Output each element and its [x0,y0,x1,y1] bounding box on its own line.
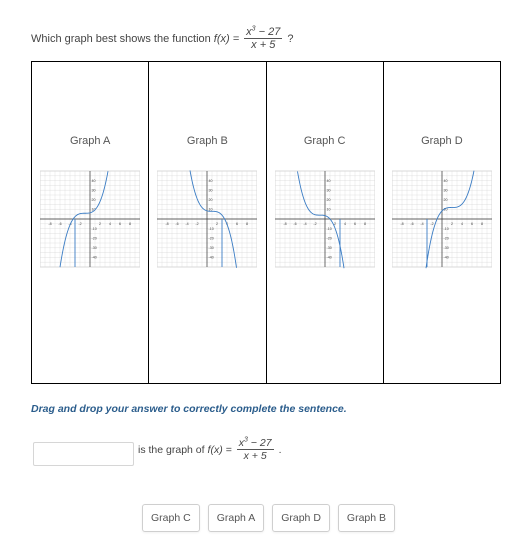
x-tick-label: 4 [109,222,111,226]
y-tick-label: 10 [91,207,96,212]
y-tick-label: -20 [443,236,449,241]
x-tick-label: 2 [99,222,101,226]
graph-cell-c [267,62,384,383]
y-tick-label: 40 [91,178,96,183]
x-tick-label: -2 [430,222,434,226]
x-tick-label: -2 [195,222,199,226]
y-tick-label: 20 [443,198,448,202]
x-tick-label: -6 [175,222,179,226]
y-tick-label: 30 [443,188,448,193]
fraction-denominator: x + 5 [251,39,276,51]
function-fraction [244,26,282,51]
fraction-numerator: $x^3 - 27$ [246,25,281,38]
x-tick-label: 6 [119,222,121,226]
sentence-text: is the graph of [138,443,205,456]
y-tick-label: 30 [91,188,96,193]
y-tick-label: -10 [208,226,214,231]
y-tick-label: 30 [208,188,213,193]
y-tick-label: -40 [91,255,97,260]
y-tick-label: -20 [326,236,332,241]
x-tick-label: 2 [450,222,453,226]
choice-graph-a[interactable]: Graph A [208,504,265,532]
x-tick-label: 8 [129,222,131,226]
y-tick-label: 40 [443,178,448,183]
graph-title-d: Graph D [421,135,463,147]
x-tick-label: 8 [363,222,366,226]
sentence-fraction-denominator: x + 5 [243,450,267,462]
x-tick-label: -6 [58,222,62,226]
y-tick-label: -10 [326,226,332,231]
y-tick-label: 30 [326,188,330,193]
sentence-fraction [237,437,274,462]
x-tick-label: -4 [185,222,189,226]
x-tick-label: 6 [353,222,356,226]
x-tick-label: -4 [420,222,424,226]
function-label: f(x) = [213,32,240,45]
x-tick-label: 8 [246,222,249,226]
y-tick-label: 10 [208,207,213,212]
x-tick-label: -6 [410,222,414,226]
sentence-fraction-numerator: $x^3 - 27$ [238,436,272,449]
choice-graph-d[interactable]: Graph D [272,504,330,532]
y-tick-label: 40 [326,178,330,183]
choice-graph-b[interactable]: Graph B [338,504,395,532]
x-tick-label: 4 [460,222,463,226]
x-tick-label: -8 [400,222,404,226]
sentence-function-label: f(x) = [207,443,232,456]
graph-title-a: Graph A [69,135,111,147]
x-tick-label: 8 [480,222,483,226]
choice-graph-c[interactable]: Graph C [142,504,200,532]
y-tick-label: 20 [208,198,213,202]
x-tick-label: 2 [333,222,336,226]
answer-drop-zone[interactable] [33,442,134,466]
question-prefix: Which graph best shows the function [31,32,211,45]
graph-a-plot [40,169,140,269]
graph-options-table [31,61,501,384]
x-tick-label: 4 [226,222,229,226]
x-tick-label: -4 [302,222,307,226]
y-tick-label: -30 [326,246,332,250]
graph-d-plot [392,169,492,269]
question-text [31,26,293,51]
y-tick-label: 20 [326,198,330,202]
graph-title-b: Graph B [186,135,228,147]
y-tick-label: -10 [443,226,449,231]
y-tick-label: -30 [208,246,214,250]
y-tick-label: 40 [208,178,213,183]
y-tick-label: -40 [443,255,449,260]
graph-c-plot [275,169,375,269]
instruction-text: Drag and drop your answer to correctly complete the sentence. [31,403,347,415]
y-tick-label: -10 [91,226,97,231]
y-tick-label: 10 [326,207,330,212]
graph-cell-b [149,62,266,383]
x-tick-label: 6 [470,222,473,226]
answer-sentence [138,437,282,462]
x-tick-label: -8 [165,222,169,226]
sentence-suffix: . [278,443,282,456]
y-tick-label: -40 [208,255,214,260]
y-tick-label: -40 [326,255,332,260]
question-suffix: ? [287,32,294,45]
graph-b-plot [157,169,257,269]
x-tick-label: -8 [282,222,287,226]
graph-title-c: Graph C [303,135,346,147]
y-tick-label: -30 [91,246,97,250]
x-tick-label: -2 [78,222,82,226]
y-tick-label: 10 [443,207,448,212]
x-tick-label: 2 [216,222,219,226]
x-tick-label: -2 [312,222,317,226]
x-tick-label: -8 [48,222,52,226]
graph-cell-a [32,62,149,383]
x-tick-label: -6 [292,222,297,226]
answer-choices [142,504,395,532]
y-tick-label: -20 [91,236,97,241]
y-tick-label: -30 [443,246,449,250]
graph-cell-d [384,62,500,383]
y-tick-label: 20 [91,198,96,202]
y-tick-label: -20 [208,236,214,241]
x-tick-label: -4 [68,222,72,226]
x-tick-label: 6 [236,222,239,226]
x-tick-label: 4 [343,222,346,226]
